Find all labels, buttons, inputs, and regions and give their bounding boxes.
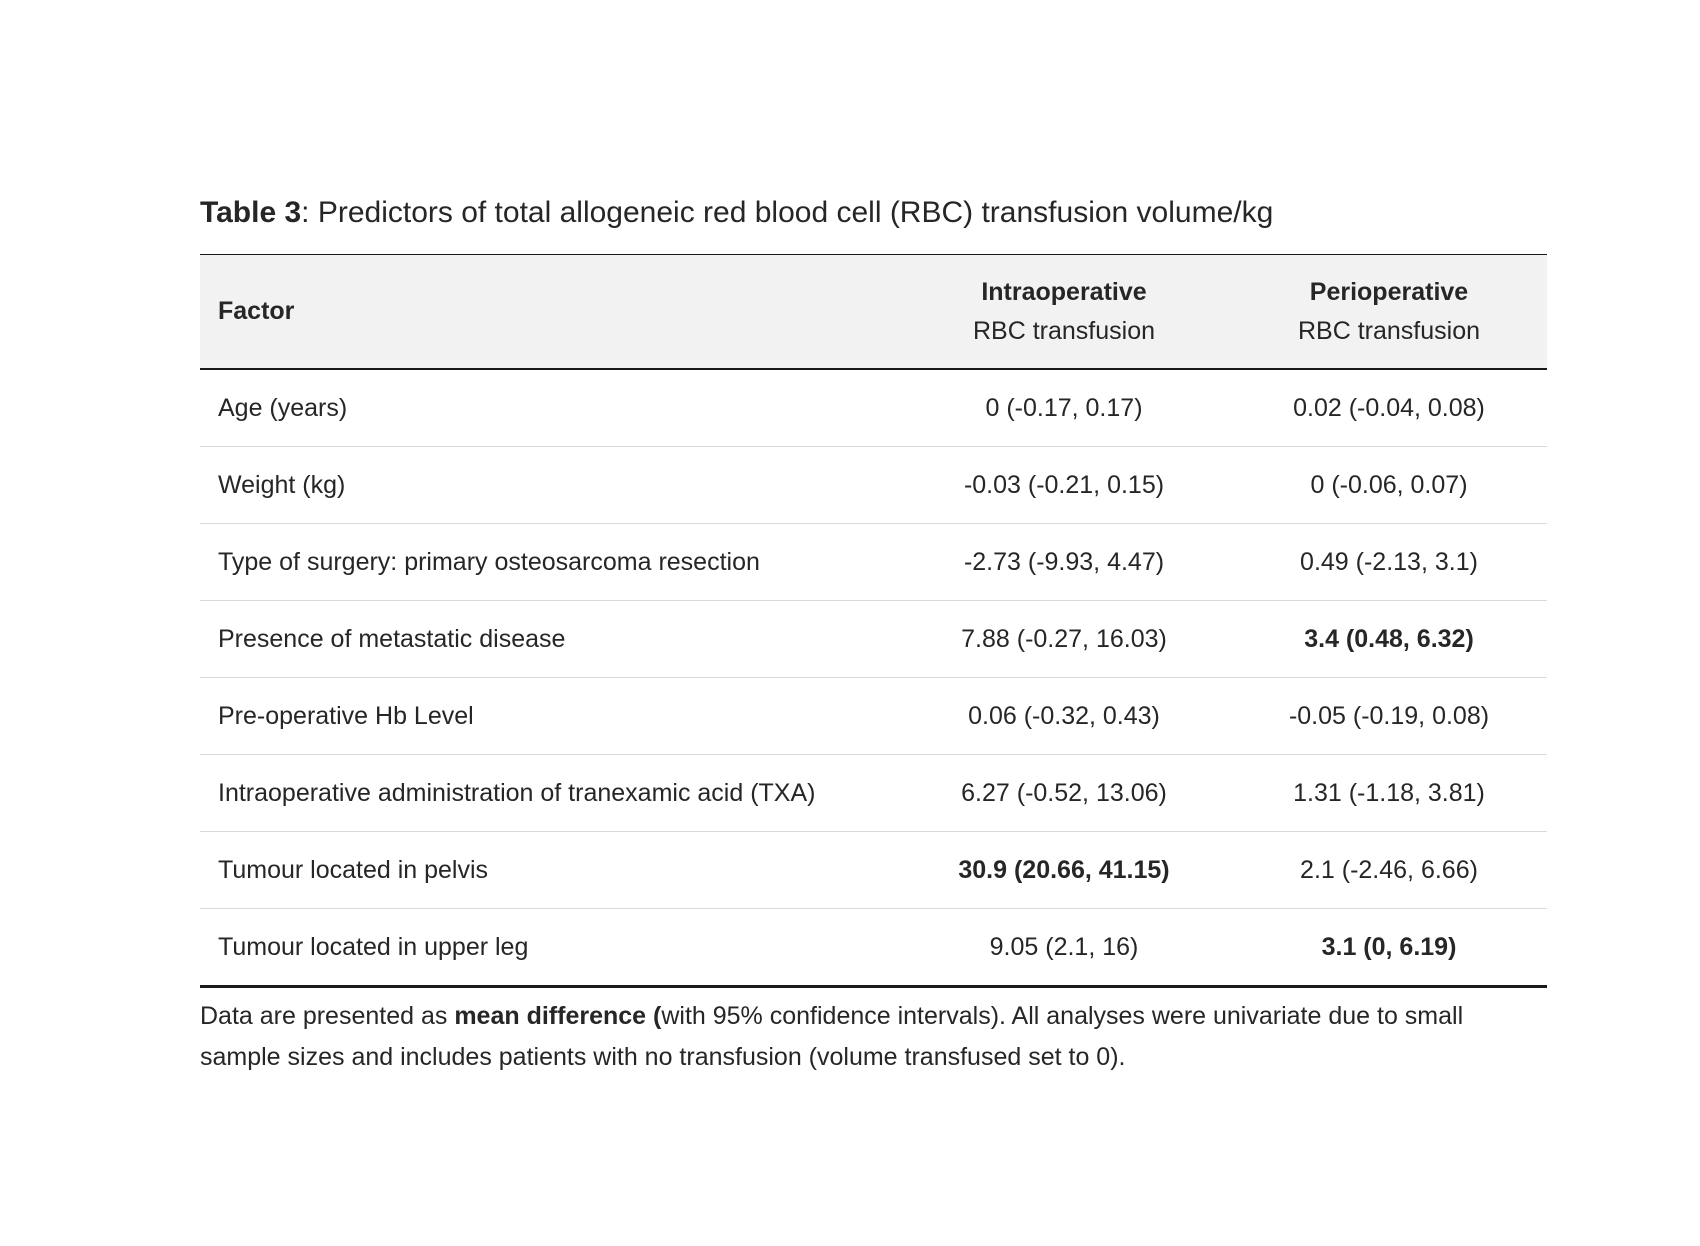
perioperative-cell: 0.02 (-0.04, 0.08) [1231,369,1547,447]
table-row [200,601,1547,678]
table-row [200,524,1547,601]
perioperative-cell: 3.1 (0, 6.19) [1231,909,1547,987]
factor-cell: Tumour located in pelvis [200,832,897,909]
table-caption-label: Table 3 [200,196,302,229]
footnote-bold-text: mean difference ( [454,1002,662,1030]
factor-cell: Type of surgery: primary osteosarcoma resection [200,524,897,601]
footnote-text-end: with 95% confidence intervals). All analyses were univariate due to small sample sizes and includes patients with no transfusion (volume transfused set to 0). [200,1002,1464,1071]
column-header-intraoperative-subtitle: RBC transfusion [972,316,1156,345]
factor-cell: Pre-operative Hb Level [200,678,897,755]
factor-cell: Presence of metastatic disease [200,601,897,678]
intraoperative-cell: -0.03 (-0.21, 0.15) [897,447,1231,524]
table-header-row [200,255,1547,370]
column-header-perioperative [1231,255,1547,370]
intraoperative-cell: 30.9 (20.66, 41.15) [897,832,1231,909]
factor-cell: Weight (kg) [200,447,897,524]
table-body [200,369,1547,987]
intraoperative-cell: 7.88 (-0.27, 16.03) [897,601,1231,678]
table-row [200,678,1547,755]
perioperative-cell: 0 (-0.06, 0.07) [1231,447,1547,524]
factor-cell: Tumour located in upper leg [200,909,897,987]
intraoperative-cell: 0.06 (-0.32, 0.43) [897,678,1231,755]
perioperative-cell: 2.1 (-2.46, 6.66) [1231,832,1547,909]
perioperative-cell: 0.49 (-2.13, 3.1) [1231,524,1547,601]
document-page [200,195,1547,1078]
column-header-intraoperative [897,255,1231,370]
intraoperative-cell: 9.05 (2.1, 16) [897,909,1231,987]
column-header-perioperative-title: Perioperative [1309,277,1469,306]
predictors-table [200,254,1547,988]
table-footnote [200,996,1547,1078]
table-row [200,447,1547,524]
factor-cell: Intraoperative administration of tranexamic acid (TXA) [200,755,897,832]
intraoperative-cell: -2.73 (-9.93, 4.47) [897,524,1231,601]
footnote-text-start: Data are presented as [200,1002,455,1030]
table-row [200,755,1547,832]
perioperative-cell: -0.05 (-0.19, 0.08) [1231,678,1547,755]
column-header-perioperative-subtitle: RBC transfusion [1297,316,1481,345]
table-row [200,832,1547,909]
table-row [200,909,1547,987]
intraoperative-cell: 0 (-0.17, 0.17) [897,369,1231,447]
table-caption-text: : Predictors of total allogeneic red blood cell (RBC) transfusion volume/kg [301,196,1274,229]
table-caption [200,195,1547,231]
column-header-intraoperative-title: Intraoperative [981,277,1147,306]
table-header [200,255,1547,370]
perioperative-cell: 1.31 (-1.18, 3.81) [1231,755,1547,832]
factor-cell: Age (years) [200,369,897,447]
table-row [200,369,1547,447]
intraoperative-cell: 6.27 (-0.52, 13.06) [897,755,1231,832]
perioperative-cell: 3.4 (0.48, 6.32) [1231,601,1547,678]
column-header-factor: Factor [200,255,897,370]
